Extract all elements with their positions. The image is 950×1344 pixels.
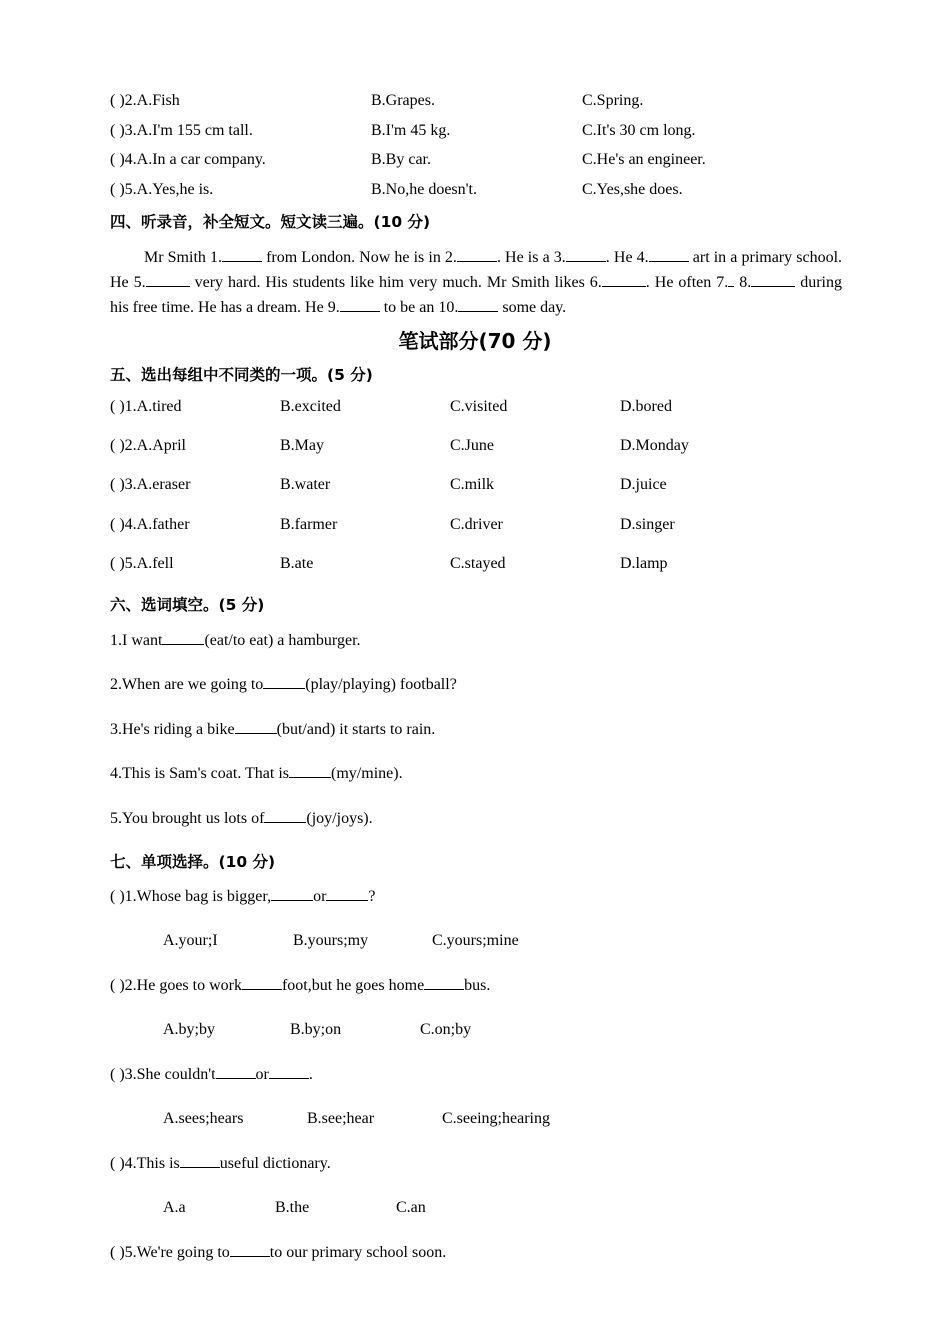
- option-c: C.on;by: [420, 1021, 472, 1038]
- question-text: bus.: [464, 977, 491, 994]
- blank-8[interactable]: [751, 271, 795, 287]
- blank[interactable]: [264, 807, 306, 823]
- choice-question-4: [110, 1152, 331, 1175]
- blank[interactable]: [242, 974, 282, 990]
- option-a: A.your;I: [163, 932, 218, 949]
- section-7-title: 七、单项选择。(10 分): [110, 853, 276, 871]
- choice-question-2: [110, 974, 490, 997]
- option-a: ( )2.A.Fish: [110, 92, 180, 109]
- item-text: 2.When are we going to: [110, 676, 264, 693]
- question-text: .: [308, 1066, 313, 1083]
- option-d: D.singer: [620, 516, 675, 533]
- written-part-title: 笔试部分(70 分): [398, 329, 552, 353]
- passage-text: Mr Smith 1.: [144, 249, 222, 266]
- item-text: (but/and) it starts to rain.: [276, 721, 436, 738]
- fill-item-2: [110, 673, 457, 696]
- option-b: B.yours;my: [293, 932, 369, 949]
- blank-10[interactable]: [458, 296, 498, 312]
- item-text: 3.He's riding a bike: [110, 721, 235, 738]
- blank[interactable]: [326, 885, 368, 901]
- option-a: A.sees;hears: [163, 1110, 244, 1127]
- fill-item-5: [110, 807, 373, 830]
- fill-item-3: [110, 718, 435, 741]
- question-text: ( )1.Whose bag is bigger,: [110, 888, 272, 905]
- choice-question-5: [110, 1241, 446, 1264]
- blank[interactable]: [271, 885, 313, 901]
- passage-text: art in a primary school. He 5.: [110, 249, 843, 291]
- option-a: A.a: [163, 1199, 186, 1216]
- blank[interactable]: [180, 1152, 220, 1168]
- question-text: ( )2.He goes to work: [110, 977, 242, 994]
- blank[interactable]: [216, 1063, 256, 1079]
- fill-item-4: [110, 762, 403, 785]
- option-b: B.the: [275, 1199, 310, 1216]
- blank-2[interactable]: [457, 246, 497, 262]
- option-b: B.No,he doesn't.: [371, 181, 477, 198]
- section-6-title: 六、选词填空。(5 分): [110, 596, 265, 614]
- option-c: C.Spring.: [582, 92, 644, 109]
- question-text: useful dictionary.: [219, 1155, 331, 1172]
- option-b: B.by;on: [290, 1021, 342, 1038]
- blank[interactable]: [235, 718, 277, 734]
- option-c: C.visited: [450, 398, 508, 415]
- blank[interactable]: [162, 629, 204, 645]
- choice-question-1: [110, 885, 376, 908]
- option-c: C.stayed: [450, 555, 506, 572]
- question-text: ?: [368, 888, 376, 905]
- question-text: to our primary school soon.: [269, 1244, 447, 1261]
- option-b: B.ate: [280, 555, 314, 572]
- option-b: B.see;hear: [307, 1110, 375, 1127]
- passage-text: to be an 10.: [379, 299, 459, 316]
- item-text: (joy/joys).: [306, 810, 373, 827]
- option-b: B.By car.: [371, 151, 431, 168]
- option-c: C.It's 30 cm long.: [582, 122, 696, 139]
- option-b: B.excited: [280, 398, 341, 415]
- passage-text: . He 4.: [605, 249, 649, 266]
- blank-6[interactable]: [602, 271, 646, 287]
- fill-item-1: [110, 629, 361, 652]
- option-a: ( )3.A.eraser: [110, 476, 191, 493]
- question-text: ( )3.She couldn't: [110, 1066, 216, 1083]
- option-a: ( )4.A.In a car company.: [110, 151, 266, 168]
- option-b: B.water: [280, 476, 331, 493]
- blank-9[interactable]: [340, 296, 380, 312]
- option-b: B.I'm 45 kg.: [371, 122, 451, 139]
- option-a: ( )3.A.I'm 155 cm tall.: [110, 122, 253, 139]
- item-text: (play/playing) football?: [305, 676, 457, 693]
- blank-1[interactable]: [222, 246, 262, 262]
- option-c: C.Yes,she does.: [582, 181, 683, 198]
- item-text: (my/mine).: [331, 765, 403, 782]
- blank[interactable]: [424, 974, 464, 990]
- item-text: 5.You brought us lots of: [110, 810, 265, 827]
- passage-text: from London. Now he is in 2.: [262, 249, 457, 266]
- question-text: foot,but he goes home: [281, 977, 425, 994]
- item-text: (eat/to eat) a hamburger.: [204, 632, 361, 649]
- option-c: C.an: [396, 1199, 426, 1216]
- option-d: D.bored: [620, 398, 672, 415]
- blank[interactable]: [269, 1063, 309, 1079]
- blank[interactable]: [230, 1241, 270, 1257]
- passage-text: during his free time. He has a dream. He 9.: [110, 274, 843, 316]
- option-d: D.Monday: [620, 437, 689, 454]
- question-text: ( )5.We're going to: [110, 1244, 230, 1261]
- passage-text: . He is a 3.: [496, 249, 566, 266]
- section-4-title: 四、听录音，补全短文。短文读三遍。(10 分): [110, 213, 431, 231]
- blank[interactable]: [263, 673, 305, 689]
- option-a: A.by;by: [163, 1021, 215, 1038]
- choice-question-3: [110, 1063, 313, 1086]
- option-a: ( )5.A.fell: [110, 555, 174, 572]
- option-a: ( )2.A.April: [110, 437, 186, 454]
- passage-text: very hard. His students like him very much. Mr Smith likes 6.: [189, 274, 602, 291]
- option-a: ( )5.A.Yes,he is.: [110, 181, 214, 198]
- blank-3[interactable]: [566, 246, 606, 262]
- blank-5[interactable]: [146, 271, 190, 287]
- option-d: D.juice: [620, 476, 667, 493]
- passage-text: . He often 7.: [645, 274, 729, 291]
- option-c: C.yours;mine: [432, 932, 519, 949]
- option-b: B.May: [280, 437, 324, 454]
- option-c: C.driver: [450, 516, 503, 533]
- item-text: 1.I want: [110, 632, 163, 649]
- question-text: or: [313, 888, 327, 905]
- option-b: B.farmer: [280, 516, 338, 533]
- blank-4[interactable]: [649, 246, 689, 262]
- section-4-passage: [110, 245, 842, 320]
- section-5-title: 五、选出每组中不同类的一项。(5 分): [110, 366, 373, 384]
- option-c: C.milk: [450, 476, 495, 493]
- option-a: ( )1.A.tired: [110, 398, 182, 415]
- option-b: B.Grapes.: [371, 92, 435, 109]
- option-a: ( )4.A.father: [110, 516, 190, 533]
- option-c: C.June: [450, 437, 494, 454]
- passage-text: some day.: [498, 299, 567, 316]
- blank[interactable]: [289, 762, 331, 778]
- passage-text: 8.: [734, 274, 752, 291]
- option-d: D.lamp: [620, 555, 668, 572]
- question-text: or: [255, 1066, 269, 1083]
- option-c: C.He's an engineer.: [582, 151, 706, 168]
- option-c: C.seeing;hearing: [442, 1110, 550, 1127]
- item-text: 4.This is Sam's coat. That is: [110, 765, 290, 782]
- question-text: ( )4.This is: [110, 1155, 180, 1172]
